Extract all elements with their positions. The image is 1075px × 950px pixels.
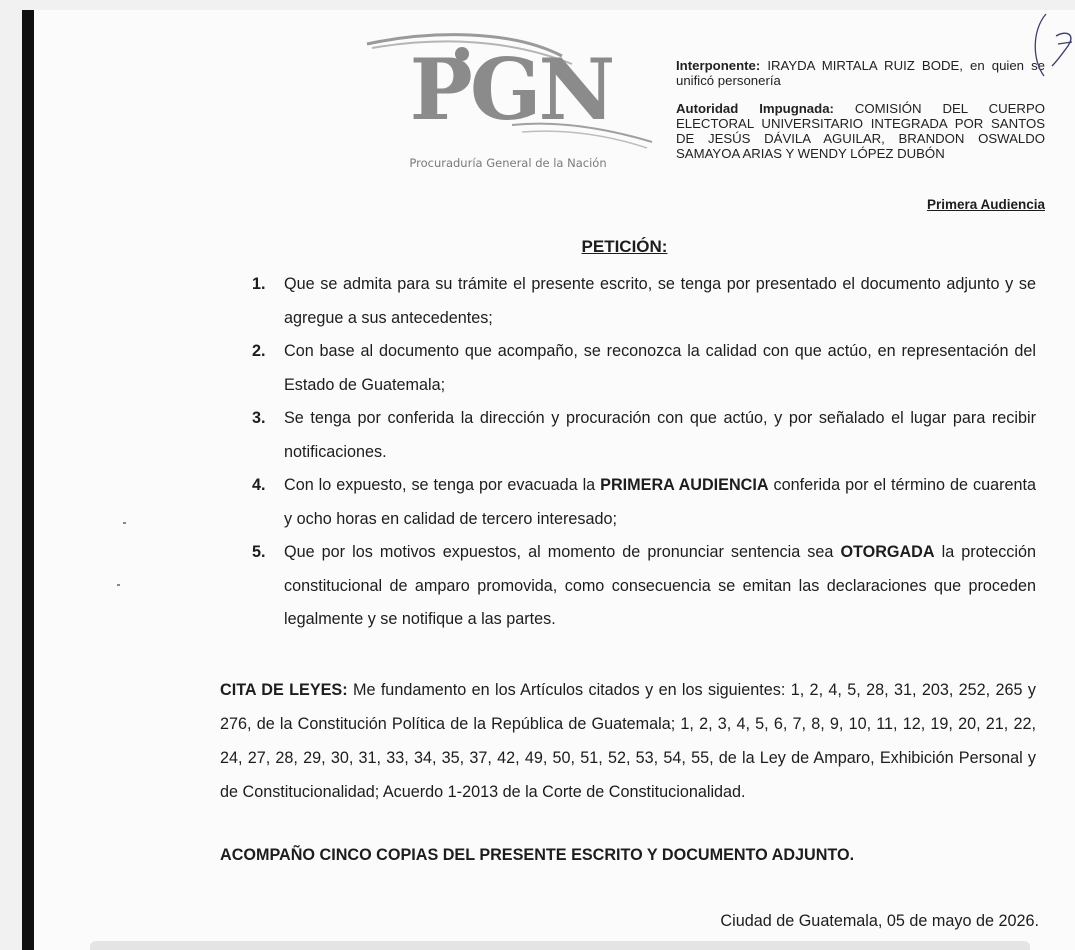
appellant-value: IRAYDA MIRTALA RUIZ BODE, en quien se unificó personería — [676, 58, 1045, 88]
item-number: 3. — [252, 409, 266, 427]
hearing-label: Primera Audiencia — [926, 197, 1045, 212]
laws-label: CITA DE LEYES: — [220, 681, 348, 699]
item-text: Con lo expuesto, se tenga por evacuada la — [284, 476, 601, 494]
handwritten-signature — [1028, 10, 1075, 80]
case-header — [676, 58, 1045, 174]
date-line: Ciudad de Guatemala, 05 de mayo de 2026. — [720, 912, 1039, 930]
item-number: 4. — [252, 476, 266, 494]
petition-list — [252, 268, 1036, 637]
item-number: 5. — [252, 543, 266, 561]
next-page-edge — [90, 941, 1030, 950]
copies-statement: ACOMPAÑO CINCO COPIAS DEL PRESENTE ESCRITO Y DOCUMENTO ADJUNTO. — [220, 846, 855, 864]
item-emphasis: OTORGADA — [840, 543, 935, 561]
laws-citation — [220, 673, 1036, 809]
petition-title: PETICIÓN: — [581, 237, 668, 256]
item-text-continued: conferida por el término de cuarenta y ocho horas en calidad de tercero interesado; — [284, 476, 1036, 528]
item-number: 2. — [252, 342, 266, 360]
item-text: Con base al documento que acompaño, se reconozca la calidad con que actúo, en representación del Estado de Guatemala; — [284, 342, 1036, 394]
petition-item — [252, 268, 1036, 335]
pgn-logo — [362, 30, 662, 180]
scan-speck — [117, 584, 120, 586]
item-emphasis: PRIMERA AUDIENCIA — [600, 476, 769, 494]
authority-line — [676, 101, 1045, 161]
document-page — [34, 10, 1075, 950]
petition-item — [252, 469, 1036, 536]
appellant-label: Interponente: — [676, 58, 761, 73]
logo-caption: Procuraduría General de la Nación — [409, 156, 607, 170]
laws-text: Me fundamento en los Artículos citados y en los siguientes: 1, 2, 4, 5, 28, 31, 203, 252, 265 y 276, de la Constitución Política de la República de Guatemala; 1, 2, 3, 4, 5, 6, 7, 8, 9, 10, 11, 12, 19, 20, 21, 22, 24, 27, 28, 29, 30, 31, 33, 34, 35, 37, 42, 49, 50, 51, 52, 53, 54, 55, de la Ley de Amparo, Exhibición Personal y de Constitucionalidad; Acuerdo 1-2013 de la Corte de Constitucionalidad. — [220, 681, 1036, 801]
petition-item — [252, 536, 1036, 637]
item-text-continued: la protección constitucional de amparo promovida, como consecuencia se emitan las declaraciones que proceden legalmente y se notifique a las partes. — [284, 543, 1036, 628]
scan-speck — [123, 522, 126, 524]
page-binding-edge — [22, 10, 34, 950]
petition-item — [252, 402, 1036, 469]
item-number: 1. — [252, 275, 266, 293]
item-text: Que por los motivos expuestos, al momento de pronunciar sentencia sea — [284, 543, 841, 561]
logo-letters: PGN — [409, 40, 613, 139]
authority-label: Autoridad Impugnada: — [676, 101, 834, 116]
item-text: Que se admita para su trámite el presente escrito, se tenga por presentado el documento adjunto y se agregue a sus antecedentes; — [284, 275, 1036, 327]
petition-item — [252, 335, 1036, 402]
appellant-line — [676, 58, 1045, 88]
authority-value: COMISIÓN DEL CUERPO ELECTORAL UNIVERSITARIO INTEGRADA POR SANTOS DE JESÚS DÁVILA AGUILAR, BRANDON OSWALDO SAMAYOA ARIAS Y WENDY LÓPEZ DUBÓN — [676, 101, 1045, 161]
item-text: Se tenga por conferida la dirección y procuración con que actúo, y por señalado el lugar para recibir notificaciones. — [284, 409, 1036, 461]
